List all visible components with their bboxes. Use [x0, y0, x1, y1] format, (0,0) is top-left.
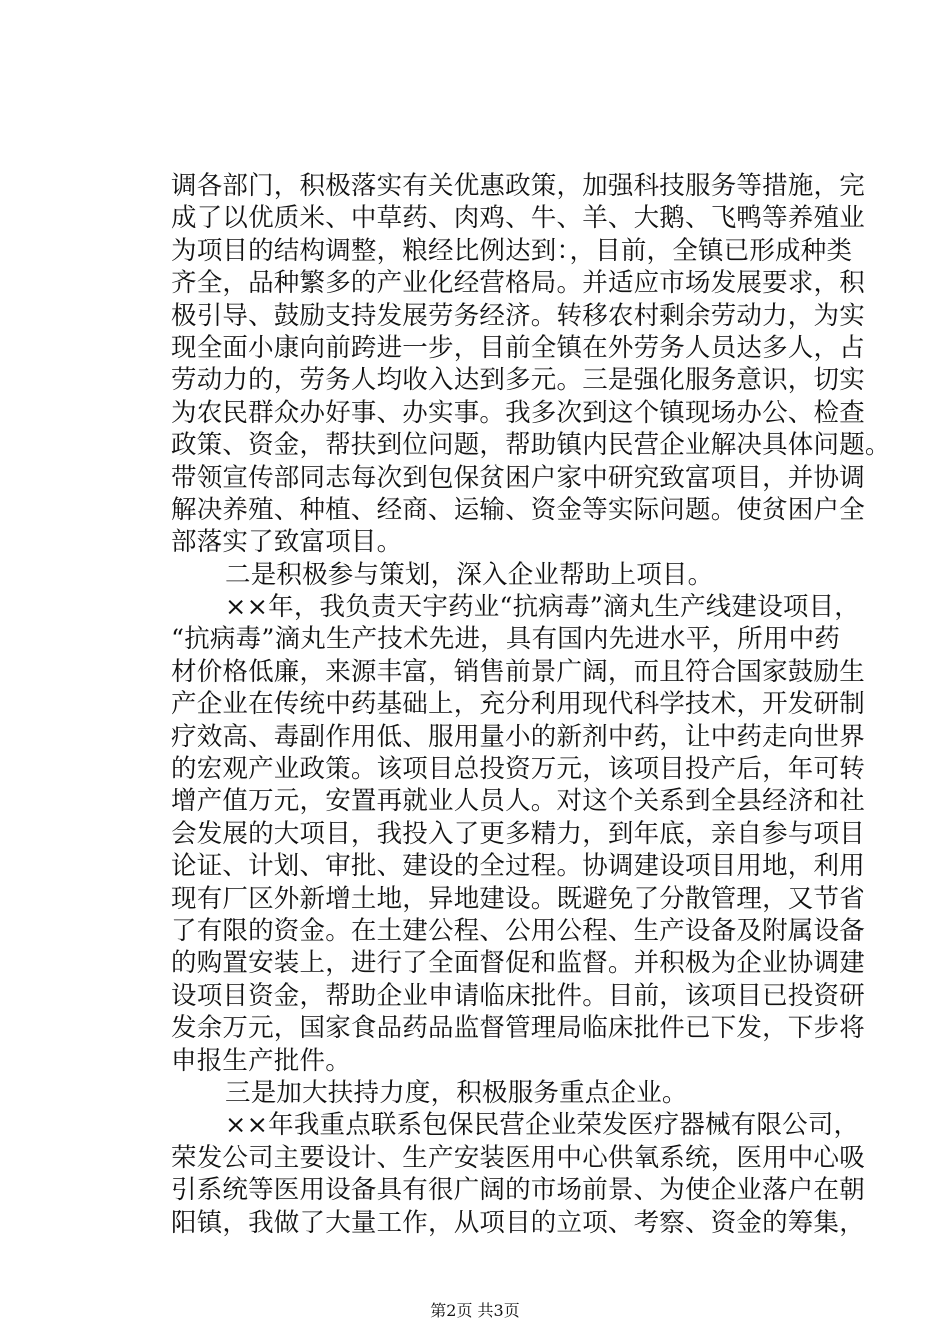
text-line: 的购置安装上，进行了全面督促和监督。并积极为企业协调建 — [171, 948, 865, 979]
text-line: 会发展的大项目，我投入了更多精力，到年底，亲自参与项目 — [171, 818, 865, 849]
text-line: 部落实了致富项目。 — [171, 527, 403, 558]
text-line: 带领宣传部同志每次到包保贫困户家中研究致富项目，并协调 — [171, 462, 865, 493]
text-line: 设项目资金，帮助企业申请临床批件。目前，该项目已投资研 — [171, 980, 865, 1011]
text-line: 引系统等医用设备具有很广阔的市场前景、为使企业落户在朝 — [171, 1175, 865, 1206]
text-line: 荣发公司主要设计、生产安装医用中心供氧系统，医用中心吸 — [171, 1142, 865, 1173]
text-line: 劳动力的，劳务人均收入达到多元。三是强化服务意识，切实 — [171, 365, 865, 396]
text-line: 了有限的资金。在土建公程、公用公程、生产设备及附属设备 — [171, 915, 865, 946]
text-line: 产企业在传统中药基础上，充分利用现代科学技术，开发研制 — [171, 689, 865, 720]
text-line: 申报生产批件。 — [171, 1045, 351, 1076]
text-line: 阳镇，我做了大量工作，从项目的立项、考察、资金的筹集， — [171, 1207, 865, 1238]
text-line: ××年我重点联系包保民营企业荣发医疗器械有限公司， — [225, 1110, 860, 1141]
text-line: 解决养殖、种植、经商、运输、资金等实际问题。使贫困户全 — [171, 494, 865, 525]
text-line: 三是加大扶持力度，积极服务重点企业。 — [225, 1077, 688, 1108]
text-line: 的宏观产业政策。该项目总投资万元，该项目投产后，年可转 — [171, 754, 865, 785]
text-line: 齐全，品种繁多的产业化经营格局。并适应市场发展要求，积 — [171, 268, 865, 299]
text-line: 现全面小康向前跨进一步，目前全镇在外劳务人员达多人，占 — [171, 332, 865, 363]
text-line: 为农民群众办好事、办实事。我多次到这个镇现场办公、检查 — [171, 397, 865, 428]
text-line: 政策、资金，帮扶到位问题，帮助镇内民营企业解决具体问题。 — [171, 430, 891, 461]
text-line: 发余万元，国家食品药品监督管理局临床批件已下发，下步将 — [171, 1013, 865, 1044]
text-line: 调各部门，积极落实有关优惠政策，加强科技服务等措施，完 — [171, 171, 865, 201]
text-line: 为项目的结构调整，粮经比例达到：，目前，全镇已形成种类 — [171, 235, 853, 266]
text-line: ××年，我负责天宇药业“抗病毒”滴丸生产线建设项目， — [225, 592, 861, 623]
text-line: 现有厂区外新增土地，异地建设。既避免了分散管理，又节省 — [171, 883, 865, 914]
text-line: 二是积极参与策划，深入企业帮助上项目。 — [225, 559, 714, 590]
document-body — [171, 170, 891, 1239]
text-line: 疗效高、毒副作用低、服用量小的新剂中药，让中药走向世界 — [171, 721, 865, 752]
text-line: 材价格低廉，来源丰富，销售前景广阔，而且符合国家鼓励生 — [171, 656, 865, 687]
text-line: 增产值万元，安置再就业人员人。对这个关系到全县经济和社 — [171, 786, 865, 817]
text-line: 成了以优质米、中草药、肉鸡、牛、羊、大鹅、飞鸭等养殖业 — [171, 203, 865, 234]
page-footer: 第2页 共3页 — [430, 1301, 520, 1320]
text-line: 论证、计划、审批、建设的全过程。协调建设项目用地，利用 — [171, 851, 865, 882]
text-line: “抗病毒”滴丸生产技术先进，具有国内先进水平，所用中药 — [171, 624, 840, 655]
text-line: 极引导、鼓励支持发展劳务经济。转移农村剩余劳动力，为实 — [171, 300, 865, 331]
